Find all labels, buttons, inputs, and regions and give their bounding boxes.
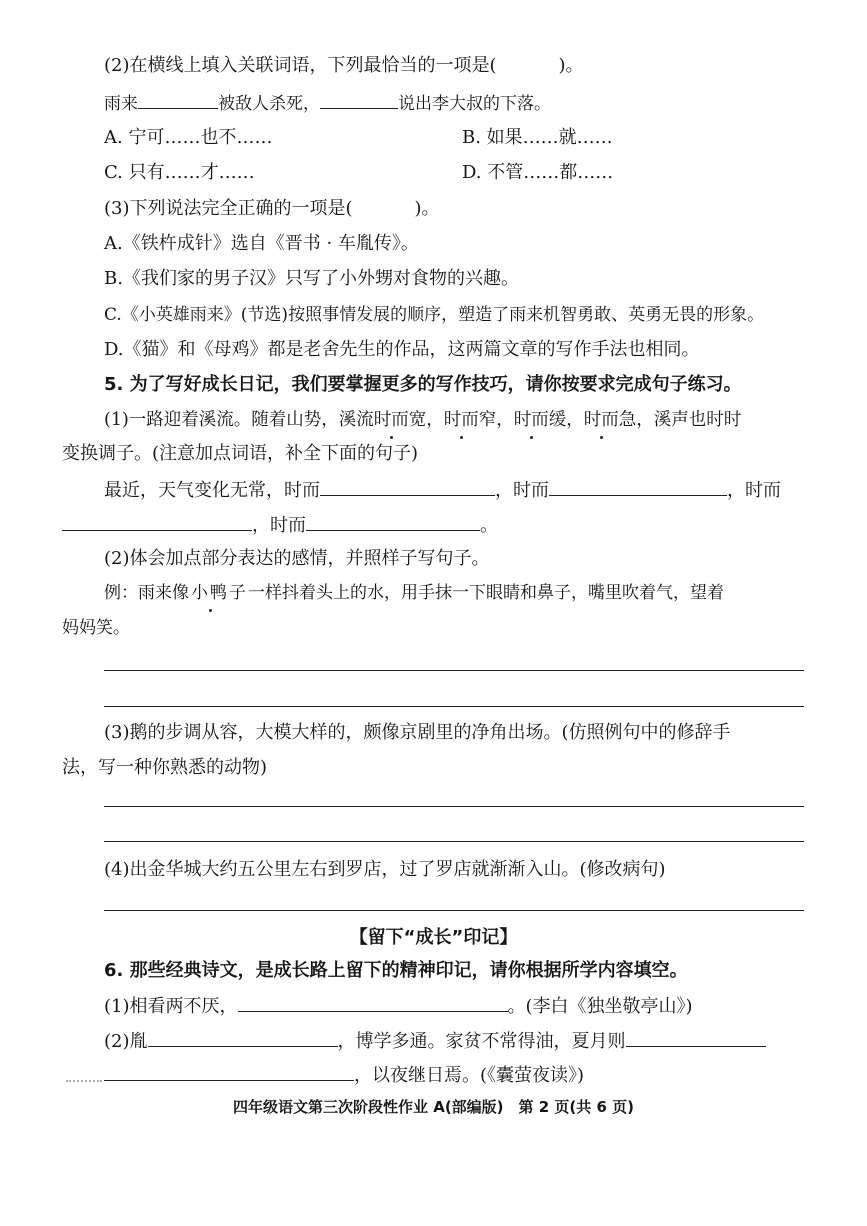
fill-blank[interactable]: [549, 477, 727, 496]
fill-blank[interactable]: [138, 90, 218, 109]
q5-1-line2: 变换调子。(注意加点词语，补全下面的句子): [62, 443, 419, 464]
q4-2-option-d: D. 不管……都……: [462, 162, 614, 183]
q4-3-option-a: A.《铁杵成针》选自《晋书 · 车胤传》。: [104, 233, 419, 254]
q4-3-stem: (3)下列说法完全正确的一项是( )。: [104, 198, 440, 219]
dotted-word: 时而: [374, 407, 409, 433]
page-footer: 四年级语文第三次阶段性作业 A(部编版) 第 2 页(共 6 页): [232, 1098, 635, 1116]
q5-2-stem: (2)体会加点部分表达的感情，并照样子写句子。: [104, 548, 490, 569]
dotted-word: 时而: [584, 407, 619, 433]
dotted-word: 时而: [444, 407, 479, 433]
fill-blank[interactable]: [626, 1028, 766, 1047]
q5-1-line3: 最近，天气变化无常，时而 ，时而 ，时而: [104, 477, 805, 504]
fill-blank[interactable]: [320, 90, 398, 109]
dotted-phrase: 像小鸭子: [172, 580, 248, 606]
q5-title: 5. 为了写好成长日记，我们要掌握更多的写作技巧，请你按要求完成句子练习。: [104, 374, 742, 395]
answer-line[interactable]: [104, 910, 804, 911]
q4-3-option-b: B.《我们家的男子汉》只写了小外甥对食物的兴趣。: [104, 268, 519, 289]
q6-2-line1: (2)胤 ，博学多通。家贫不常得油，夏月则: [104, 1028, 805, 1055]
answer-line[interactable]: [104, 670, 804, 671]
fill-blank[interactable]: [238, 993, 508, 1012]
q5-2-example: 例：雨来像小鸭子一样抖着头上的水，用手抹一下眼睛和鼻子，嘴里吹着气，望着: [104, 580, 805, 606]
q5-1-line4: ，时而 。: [62, 512, 805, 539]
fill-blank[interactable]: [148, 1028, 338, 1047]
fill-blank[interactable]: [62, 512, 252, 531]
q4-3-option-c: C.《小英雄雨来》(节选)按照事情发展的顺序，塑造了雨来机智勇敢、英勇无畏的形象。: [104, 305, 765, 325]
q6-1: (1)相看两不厌， 。(李白《独坐敬亭山》): [104, 993, 805, 1020]
q4-3-option-d: D.《猫》和《母鸡》都是老舍先生的作品，这两篇文章的写作手法也相同。: [104, 339, 700, 360]
answer-line[interactable]: [104, 706, 804, 707]
q4-2-option-a: A. 宁可……也不……: [104, 127, 273, 148]
answer-line[interactable]: [104, 841, 804, 842]
q6-2-line2: ，以夜继日焉。(《囊萤夜读》): [104, 1062, 805, 1089]
fill-blank[interactable]: [104, 1062, 354, 1081]
q5-3-line1: (3)鹅的步调从容，大模大样的，颇像京剧里的净角出场。(仿照例句中的修辞手: [104, 722, 731, 743]
q5-1-line1: (1)一路迎着溪流。随着山势，溪流时而宽，时而窄，时而缓，时而急，溪声也时时: [104, 407, 805, 433]
fill-blank[interactable]: [320, 477, 495, 496]
q4-2-option-c: C. 只有……才……: [104, 162, 255, 183]
q4-2-stem: (2)在横线上填入关联词语，下列最恰当的一项是( )。: [104, 55, 584, 76]
dotted-word: 时而: [514, 407, 549, 433]
q5-2-example-cont: 妈妈笑。: [62, 618, 130, 638]
section-heading: 【留下“成长”印记】: [349, 927, 518, 948]
q5-3-line2: 法，写一种你熟悉的动物): [62, 757, 268, 778]
q5-4-line1: (4)出金华城大约五公里左右到罗店，过了罗店就渐渐入山。(修改病句): [104, 859, 666, 880]
fill-blank[interactable]: [306, 512, 480, 531]
q6-title: 6. 那些经典诗文，是成长路上留下的精神印记，请你根据所学内容填空。: [104, 960, 688, 981]
answer-line[interactable]: [104, 806, 804, 807]
q4-2-sentence: 雨来 被敌人杀死， 说出李大叔的下落。: [104, 90, 805, 117]
scan-mark: [66, 1080, 102, 1084]
q4-2-option-b: B. 如果……就……: [462, 127, 613, 148]
